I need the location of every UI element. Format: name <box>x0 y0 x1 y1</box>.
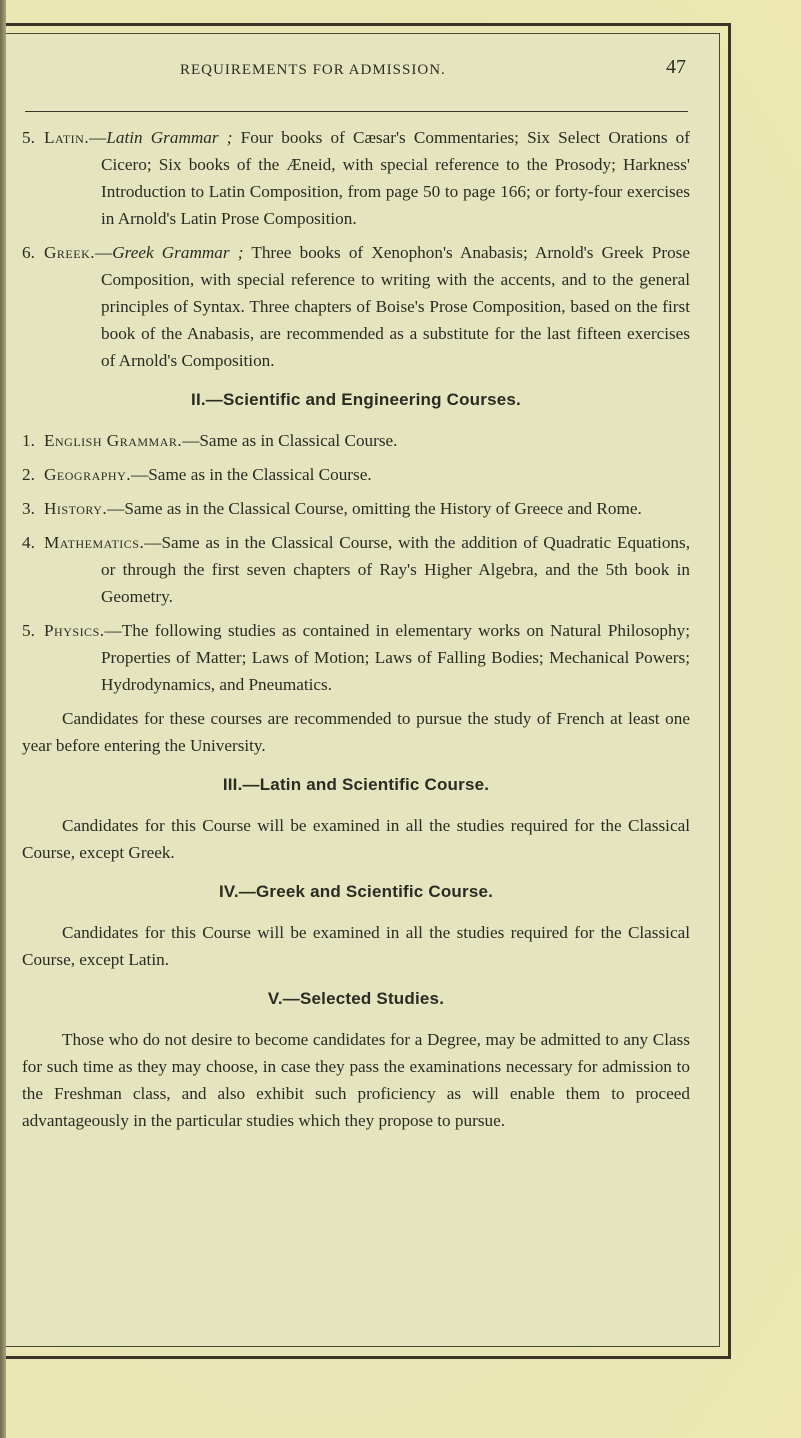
french-study-note: Candidates for these courses are recommended to pursue the study of French at least one year before entering the University. <box>22 709 690 755</box>
header-rule <box>25 111 688 112</box>
page-number: 47 <box>666 56 686 78</box>
item-number: 5. <box>22 128 35 147</box>
selected-studies-text: Those who do not desire to become candidates for a Degree, may be admitted to any Class for such time as they may choose, in case they pass the examinations necessary for admission to the Freshman class, and also exhibit such proficiency as will enable them to proceed advantageously in the particular studies which they propose to pursue. <box>22 1030 690 1130</box>
item-number: 5. <box>22 621 35 640</box>
item-lead <box>44 499 642 518</box>
item-text: —Same as in the Classical Course, with the addition of Quadratic Equations, or through the first seven chapters of Ray's Higher Algebra, and the 5th book in Geometry. <box>101 533 690 606</box>
item-text: —Same as in the Classical Course. <box>131 465 372 484</box>
item-number: 3. <box>22 499 35 518</box>
greek-scientific-text: Candidates for this Course will be examined in all the studies required for the Classical Course, except Latin. <box>22 923 690 969</box>
item-lead <box>44 128 690 228</box>
item-subject: Latin. <box>44 128 90 147</box>
item-dash: — <box>89 128 107 147</box>
list-item-geography <box>22 461 690 488</box>
item-lead <box>44 243 690 370</box>
item-dash: — <box>95 243 113 262</box>
item-number: 2. <box>22 465 35 484</box>
section-heading-latin-scientific: III.—Latin and Scientific Course. <box>222 775 490 794</box>
item-lead <box>44 431 397 450</box>
list-item-mathematics <box>22 529 690 610</box>
section-heading-scientific-engineering: II.—Scientific and Engineering Courses. <box>191 390 521 409</box>
item-subject: History. <box>44 499 108 518</box>
item-subject: Geography. <box>44 465 132 484</box>
item-text: Four books of Cæsar's Commentaries; Six Select Orations of Cicero; Six books of the Æneid, with special reference to the Prosody; Harkness' Introduction to Latin Composition, from page 50 to page 166; or forty-four exercises in Arnold's Latin Prose Composition. <box>101 128 690 228</box>
latin-scientific-text: Candidates for this Course will be examined in all the studies required for the Classical Course, except Greek. <box>22 816 690 862</box>
list-item-physics <box>22 617 690 698</box>
list-item-english-grammar <box>22 427 690 454</box>
item-subject: Mathematics. <box>44 533 145 552</box>
list-item-greek <box>22 239 690 374</box>
item-lead <box>44 465 372 484</box>
page-body <box>22 124 690 1142</box>
item-number: 6. <box>22 243 35 262</box>
item-lead <box>44 621 690 694</box>
item-text: —Same as in Classical Course. <box>182 431 398 450</box>
running-head: REQUIREMENTS FOR ADMISSION. <box>180 62 446 78</box>
item-text: Three books of Xenophon's Anabasis; Arnold's Greek Prose Composition, with special reference to writing with the accents, and to the general principles of Syntax. Three chapters of Boise's Prose Composition, based on the first book of the Anabasis, are recommended as a substitute for the last fifteen exercises of Arnold's Composition. <box>101 243 690 370</box>
item-subject: Greek. <box>44 243 96 262</box>
item-grammar: Greek Grammar ; <box>112 243 244 262</box>
item-text: —The following studies as contained in elementary works on Natural Philosophy; Properties of Matter; Laws of Motion; Laws of Falling Bodies; Mechanical Powers; Hydrodynamics, and Pneumatics. <box>101 621 690 694</box>
item-lead <box>44 533 690 606</box>
item-text: —Same as in the Classical Course, omitting the History of Greece and Rome. <box>107 499 642 518</box>
item-subject: English Grammar. <box>44 431 183 450</box>
item-number: 4. <box>22 533 35 552</box>
item-number: 1. <box>22 431 35 450</box>
item-subject: Physics. <box>44 621 105 640</box>
section-heading-greek-scientific: IV.—Greek and Scientific Course. <box>218 882 494 901</box>
item-grammar: Latin Grammar ; <box>106 128 233 147</box>
list-item-latin <box>22 124 690 232</box>
list-item-history <box>22 495 690 522</box>
section-heading-selected-studies: V.—Selected Studies. <box>267 989 445 1008</box>
